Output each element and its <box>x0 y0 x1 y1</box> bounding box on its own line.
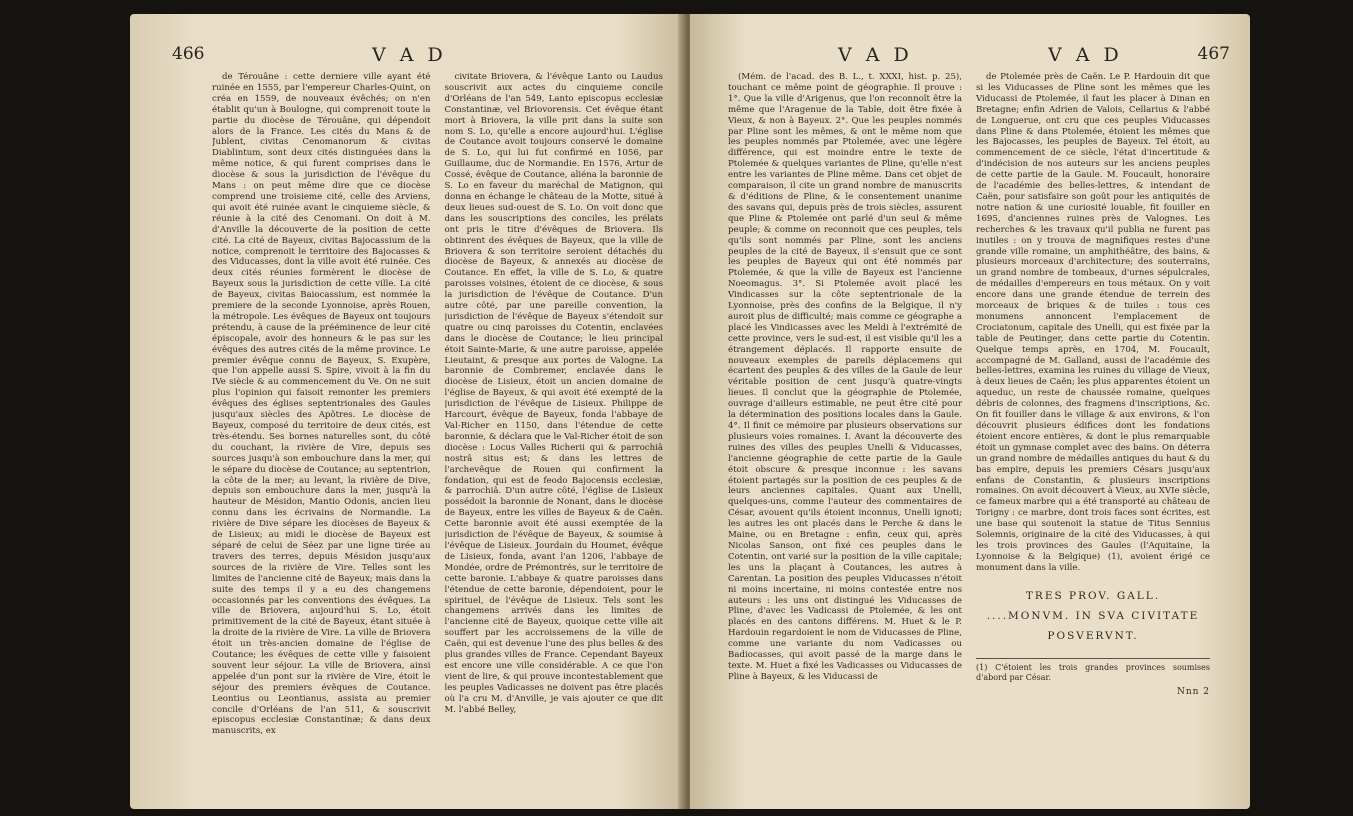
running-head: V A D <box>838 44 913 66</box>
open-book <box>130 14 1250 809</box>
text-column <box>976 72 1210 808</box>
paragraph: civitate Briovera, & l'évêque Lanto ou Laudus souscrivit aux actes du cinquieme concile d'Orléans de l'an 549, Lanto episcopus ecclesiæ Constantinæ, vel Briovorensis. Cet évêque étant mort à Briovera, la ville prit dans la suite son nom S. Lo, qu'elle a encore aujourd'hui. L'église de Coutance avoit toujours conservé le domaine de S. Lo, qui lui fut confirmé en 1056, par Guillaume, duc de Normandie. En 1576, Artur de Cossé, évêque de Coutance, aliéna la baronnie de S. Lo en faveur du maréchal de Matignon, qui donna en échange le château de la Motte, situé à deux lieues sud-ouest de S. Lo. On voit donc que dans les souscriptions des conciles, les prélats ont pris le titre d'évêques de Briovera. Ils obtinrent des évêques de Bayeux, que la ville de Briovera & son territoire seroient détachés du diocèse de Bayeux, & annexés au diocèse de Coutance. En effet, la ville de S. Lo, & quatre paroisses voisines, étoient de ce diocèse, & sous la jurisdiction de l'évêque de Coutance. D'un autre côté, par une pareille convention, la jurisdiction de l'évêque de Bayeux s'étendoit sur quatre ou cinq paroisses du Cotentin, enclavées dans le diocèse de Coutance; le lieu principal étoit Sainte-Marie, & une autre paroisse, appelée Lieutaint, & presque aux portes de Valogne. La baronnie de Combremer, enclavée dans le diocèse de Lisieux, étoit un ancien domaine de l'église de Bayeux, & qui avoit été exempté de la jurisdiction de l'évêque de Lisieux. Philippe de Harcourt, évêque de Bayeux, fonda l'abbaye de Val-Richer en 1150, dans l'étendue de cette baronnie, & déclara que le Val-Richer étoit de son diocèse : Locus Valles Richerii qui & parrochiâ nostrâ situs est; & dans les lettres de l'archevêque de Rouen qui confirment la fondation, qui est de feodo Bajocensis ecclesiæ, & parrochiâ. D'un autre côté, l'église de Lisieux possédoit la baronnie de Nonant, dans le diocèse de Bayeux, entre les villes de Bayeux & de Caën. Cette baronnie avoit été aussi exemptée de la jurisdiction de l'évêque de Bayeux, & soumise à l'évêque de Lisieux. Jourdain du Houmet, évêque de Lisieux, fonda, avant l'an 1206, l'abbaye de Mondée, ordre de Prémontrés, sur le territoire de cette baronie. L'abbaye & quatre paroisses dans l'étendue de cette baronie, dépendoient, pour le spirituel, de l'évêque de Lisieux. Tels sont les changemens arrivés dans les limites de l'ancienne cité de Bayeux, quoique cette ville ait souffert par les accroissemens de la ville de Caën, qui est devenue l'une des plus belles & des plus grandes villes de France. Cependant Bayeux est encore une ville considérable. A ce que l'on vient de lire, & qui prouve incontestablement que les peuples Vadicasses ne doivent pas être placés où l'a cru M. d'Anville, je vais ajouter ce que dit M. l'abbé Belley, <box>444 72 663 715</box>
text-column <box>445 72 664 808</box>
paragraph: de Térouâne : cette derniere ville ayant été ruinée en 1555, par l'empereur Charles-Quint, on créa en 1559, de nouveaux évêchés; on n'en établit qu'un à Boulogne, qui comprenoit toute la partie du diocèse de Térouâne, qui dépendoit alors de la France. Les cités du Mans & de Jublent, civitas Cenomanorum & civitas Diablintum, sont deux cités distinguées dans la même notice, & qui furent comprises dans le diocèse & sous la jurisdiction de l'évêque du Mans : on peut même dire que ce diocèse comprend une troisieme cité, celle des Arviens, qui avoit été ruinée avant le cinquieme siècle, & réunie à la cité des Cenomani. On doit à M. d'Anville la découverte de la position de cette cité. La cité de Bayeux, civitas Bajocassium de la notice, comprenoit le territoire des Bajocasses & des Viducasses, dont la ville avoit été ruinée. Ces deux cités réunies formèrent le diocèse de Bayeux sous la jurisdiction de cette ville. La cité de Bayeux, civitas Baiocassium, est nommée la premiere de la seconde Lyonnoise, après Rouen, la métropole. Les évêques de Bayeux ont toujours prétendu, à cause de la prééminence de leur cité épiscopale, avoir des honneurs & le pas sur les évêques des autres cités de la même province. Le premier évêque connu de Bayeux, S. Exupère, que l'on appelle aussi S. Spire, vivoit à la fin du IVe siècle & au commencement du Ve. On ne suit plus l'opinion qui faisoit remonter les premiers évêques des églises septentrionales des Gaules jusqu'aux siècles des Apôtres. Le diocèse de Bayeux, composé du territoire de deux cités, est très-étendu. Ses bornes naturelles sont, du côté du couchant, la rivière de Vire, depuis ses sources jusqu'à son embouchure dans la mer, qui le sépare du diocèse de Coutance; au septentrion, la côte de la mer; au levant, la rivière de Dive, depuis son embouchure dans la mer, jusqu'à la hauteur de Mésidon, Mantio Odonis, ancien lieu connu dans les écrivains de Normandie. La rivière de Dive sépare les diocèses de Bayeux & de Lisieux; au midi le diocèse de Bayeux est séparé de celui de Séez par une ligne tirée au travers des terres, depuis Mésidon jusqu'aux sources de la rivière de Vire. Telles sont les limites de l'ancienne cité de Bayeux; mais dans la suite des temps il y a eu des changemens occasionnés par les conventions des évêques. La ville de Briovera, aujourd'hui S. Lo, étoit primitivement de la cité de Bayeux, étant située à la droite de la rivière de Vire. La ville de Briovera étoit un très-ancien domaine de l'église de Coutance; les évêques de cette ville y faisoient souvent leur séjour. La ville de Briovera, ainsi appelée d'un pont sur la rivière de Vire, étoit le séjour des premiers évêques de Coutance. Leontius ou Leontianus, assista au premier concile d'Orléans de l'an 511, & souscrivit episcopus ecclesiæ Constantinæ; & dans deux manuscrits, ex <box>212 72 431 737</box>
paragraph: (Mém. de l'acad. des B. L., t. XXXI, hist. p. 25), touchant ce même point de géographie. Il prouve : 1°. Que la ville d'Arigenus, que l'on reconnoît être la même que l'Aragenue de la Table, doit être fixée à Vieux, & non à Bayeux. 2°. Que les peuples nommés par Pline sont les mêmes, & ont le même nom que les peuples nommés par Ptolemée, avec une légère différence, qui est moindre entre le texte de Ptolemée & quelques variantes de Pline, qu'elle n'est entre les variantes de Pline même. Dans cet objet de comparaison, il cite un grand nombre de manuscrits & d'éditions de Pline, & le consentement unanime des savans qui, depuis près de trois siècles, assurent que Pline & Ptolemée ont parlé d'un seul & même peuple; & comme on reconnoit que ces peuples, tels qu'ils sont nommés par Pline, sont les anciens peuples de la cité de Bayeux, il s'ensuit que ce sont les peuples de Bayeux qui ont été nommés par Ptolemée, & que la ville de Bayeux est l'ancienne Noeomagus. 3°. Si Ptolemée avoit placé les Vindicasses sur la côte septentrionale de la Lyonnoise, près des confins de la Belgique, il n'y auroit plus de difficulté; mais comme ce géographe a placé les Vindicasses avec les Meldi à l'extrémité de cette province, vers le sud-est, il est visible qu'il les a étrangement déplacés. Il rapporte ensuite de nouveaux exemples de pareils déplacemens qui écartent des peuples & des villes de la Gaule de leur véritable position de cent jusqu'à quatre-vingts lieues. Il conclut que la géographie de Ptolemée, ouvrage d'ailleurs estimable, ne peut être cité pour la détermination des positions locales dans la Gaule. 4°. Il finit ce mémoire par plusieurs observations sur plusieurs voies romaines. I. Avant la découverte des ruines des villes des peuples Unelli & Viducasses, l'ancienne géographie de cette partie de la Gaule étoit obscure & presque inconnue : les savans étoient partagés sur la position de ces peuples & de leurs anciennes capitales. Quant aux Unelli, quelques-uns, comme l'auteur des commentaires de César, avouent qu'ils étoient inconnus, Unelli ignoti; les autres les ont placés dans le Perche & dans le Maine, ou en Bretagne : enfin, ceux qui, après Nicolas Sanson, ont fixé ces peuples dans le Cotentin, ont varié sur la position de la ville capitale; les uns la plaçant à Coutances, les autres à Carentan. La position des peuples Viducasses n'étoit ni moins incertaine, ni moins contestée entre nos auteurs : les uns ont distingué les Viducasses de Pline, d'avec les Vadicassi de Ptolemée, & les ont placés en des cantons différens. M. Huet & le P. Hardouin regardoient le nom de Viducasses de Pline, comme une variante du nom Vadicasses ou Badiocasses, qui avoit passé de la marge dans le texte. M. Huet a fixé les Vadicasses ou Viducasses de Pline à Bayeux, & les Viducassi de <box>728 72 962 682</box>
left-page-header <box>172 44 663 72</box>
page-number: 467 <box>1197 44 1230 64</box>
right-page <box>690 14 1250 809</box>
running-head: V A D <box>1048 44 1123 66</box>
inscription-line: TRES PROV. GALL. <box>1025 589 1161 602</box>
text-column <box>212 72 431 808</box>
left-page <box>130 14 685 809</box>
paragraph: de Ptolemée près de Caën. Le P. Hardouin dit que si les Viducasses de Pline sont les mêmes que les Viducassi de Ptolemée, il faut les placer à Dinan en Bretagne; enfin Adrien de Valois, Cellarius & l'abbé de Longuerue, ont cru que ces peuples Viducasses dans Pline & dans Ptolemée, étoient les mêmes que les Bajocasses, les peuples de Bayeux. Tel étoit, au commencement de ce siècle, l'état d'incertitude & d'indécision de nos auteurs sur les anciens peuples de cette partie de la Gaule. M. Foucault, honoraire de l'académie des belles-lettres, & intendant de Caën, pour satisfaire son goût pour les antiquités de notre nation & une curiosité louable, fit fouiller en 1695, d'anciennes ruines près de Valognes. Les recherches & les travaux qu'il publia ne furent pas inutiles : on y trouva de magnifiques restes d'une grande ville romaine, un amphithéâtre, des bains, & plusieurs morceaux d'architecture; des souterrains, un grand nombre de tombeaux, d'urnes sépulcrales, de médailles d'empereurs en tous métaux. On y voit encore dans une grande étendue de terrein des morceaux de briques & de tuiles : tous ces monumens annoncent l'emplacement de Crociatonum, capitale des Unelli, qui est fixée par la table de Peutinger, dans cette partie du Cotentin. Quelque temps après, en 1704, M. Foucault, accompagné de M. Galland, aussi de l'académie des belles-lettres, examina les ruines du village de Vieux, à deux lieues de Caën; les plus apparentes étoient un aqueduc, un reste de chaussée romaine, quelques débris de colonnes, des fragmens d'inscriptions, &c. On fit fouiller dans le village & aux environs, & l'on découvrit plusieurs édifices dont les fondations étoient encore entières, & dont le plus remarquable étoit un gymnase complet avec des bains. On déterra un grand nombre de médailles antiques du haut & du bas empire, depuis les premiers Césars jusqu'aux enfans de Constantin, & plusieurs inscriptions romaines. On avoit découvert à Vieux, au XVIe siècle, ce fameux marbre qui a été transporté au château de Torigny : ce marbre, dont trois faces sont écrites, est une base qui soutenoit la statue de Titus Sennius Solemnis, originaire de la cité des Viducasses, à qui les trois provinces des Gaules (l'Aquitaine, la Lyonnoise & la Belgique) (1), avoient érigé ce monument dans la ville. <box>976 72 1210 573</box>
text-column <box>728 72 962 808</box>
right-page-columns <box>728 72 1210 808</box>
running-head: V A D <box>372 44 447 66</box>
left-page-columns <box>212 72 663 808</box>
footnote: (1) C'étoient les trois grandes provinces soumises d'abord par César. <box>976 658 1210 683</box>
signature-mark: Nnn 2 <box>1176 686 1210 697</box>
right-page-header <box>728 44 1230 72</box>
inscription-line: POSVERVNT. <box>1047 629 1139 642</box>
page-number: 466 <box>172 44 205 64</box>
inscription <box>976 586 1210 646</box>
inscription-line: ....MONVM. IN SVA CIVITATE <box>986 609 1200 622</box>
